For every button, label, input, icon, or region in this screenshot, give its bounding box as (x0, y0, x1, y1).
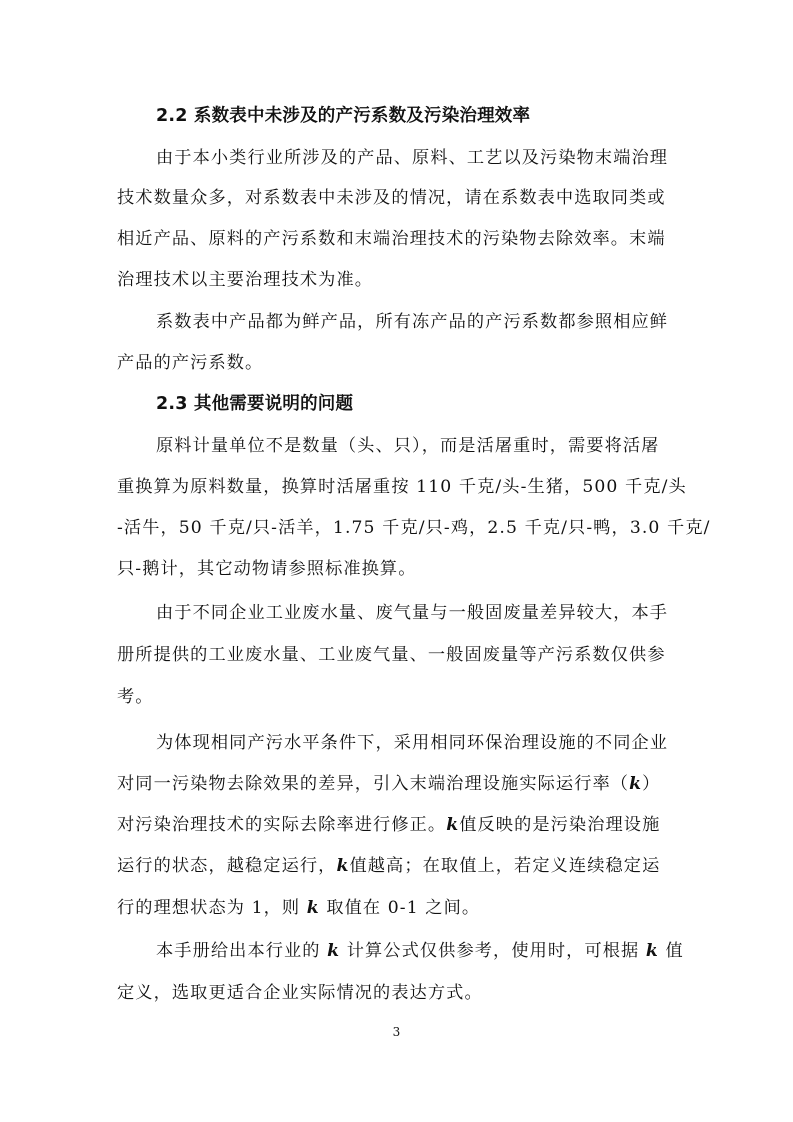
k-symbol: k (645, 941, 659, 961)
paragraph-line: 册所提供的工业废水量、工业废气量、一般固废量等产污系数仅供参 (117, 645, 666, 665)
text-run: 行的理想状态为 1，则 (117, 898, 307, 918)
paragraph-line (117, 854, 660, 878)
k-symbol: k (629, 774, 643, 794)
paragraph-line: 原料计量单位不是数量（头、只），而是活屠重时，需要将活屠 (156, 436, 660, 456)
k-symbol: k (306, 898, 320, 918)
text-run: 取值在 0-1 之间。 (319, 898, 481, 918)
text-run: 值 (658, 941, 684, 961)
paragraph-line: 相近产品、原料的产污系数和末端治理技术的污染物去除效率。末端 (117, 229, 666, 249)
paragraph-line (117, 772, 660, 796)
paragraph-line: 产品的产污系数。 (117, 353, 264, 373)
text-run: 本手册给出本行业的 (156, 941, 328, 961)
paragraph-line: 由于本小类行业所涉及的产品、原料、工艺以及污染物末端治理 (156, 148, 669, 168)
text-run: 值越高；在取值上，若定义连续稳定运 (349, 856, 661, 876)
paragraph-line: 定义，选取更适合企业实际情况的表达方式。 (117, 983, 483, 1003)
paragraph-line: 治理技术以主要治理技术为准。 (117, 270, 374, 290)
paragraph-line: 只-鹅计，其它动物请参照标准换算。 (117, 559, 417, 579)
section-2-3-heading: 2.3 其他需要说明的问题 (156, 394, 354, 414)
paragraph-line: 为体现相同产污水平条件下，采用相同环保治理设施的不同企业 (156, 733, 669, 753)
paragraph-line: 由于不同企业工业废水量、废气量与一般固废量差异较大，本手 (156, 603, 669, 623)
paragraph-line: -活牛，50 千克/只-活羊，1.75 千克/只-鸡，2.5 千克/只-鸭，3.0 千克/ (117, 518, 711, 538)
k-symbol: k (336, 856, 350, 876)
paragraph-line: 重换算为原料数量，换算时活屠重按 110 千克/头-生猪，500 千克/头 (117, 477, 687, 497)
paragraph-line: 技术数量众多，对系数表中未涉及的情况，请在系数表中选取同类或 (117, 188, 666, 208)
text-run: 对污染治理技术的实际去除率进行修正。 (117, 815, 447, 835)
text-run: 对同一污染物去除效果的差异，引入末端治理设施实际运行率（ (117, 774, 630, 794)
text-run: ） (642, 774, 661, 794)
k-symbol: k (446, 815, 460, 835)
paragraph-line: 系数表中产品都为鲜产品，所有冻产品的产污系数都参照相应鲜 (156, 312, 669, 332)
text-run: 值反映的是污染治理设施 (459, 815, 661, 835)
paragraph-line (117, 896, 480, 920)
paragraph-line: 考。 (117, 687, 154, 707)
paragraph-line (117, 813, 660, 837)
section-2-2-heading: 2.2 系数表中未涉及的产污系数及污染治理效率 (156, 106, 531, 126)
paragraph-line (156, 939, 684, 963)
k-symbol: k (327, 941, 341, 961)
text-run: 运行的状态，越稳定运行， (117, 856, 337, 876)
page-number: 3 (392, 1025, 401, 1039)
text-run: 计算公式仅供参考，使用时，可根据 (340, 941, 646, 961)
